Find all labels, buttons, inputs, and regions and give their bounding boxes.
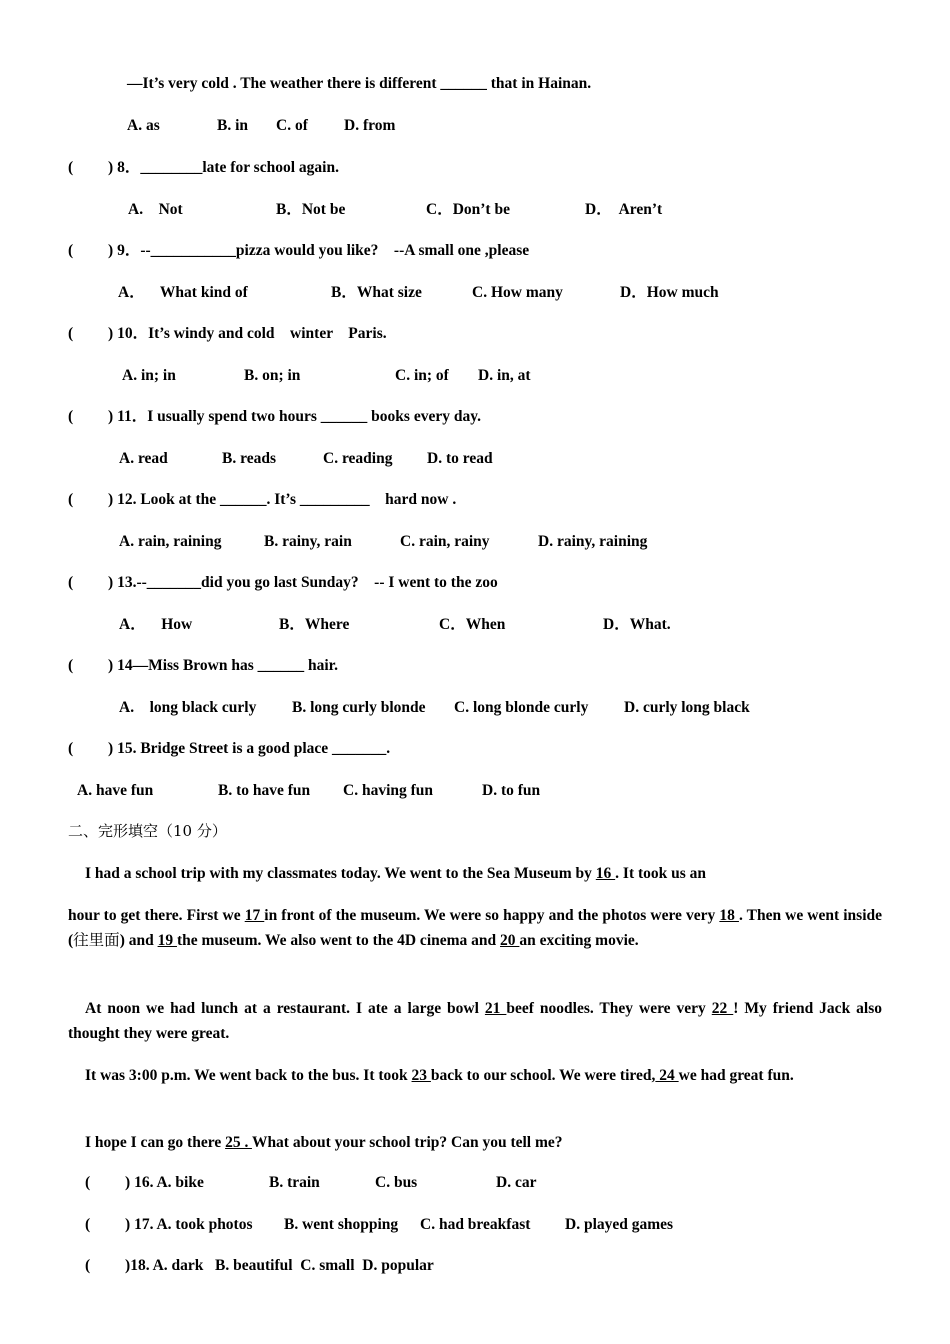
blank-17: 17 bbox=[244, 907, 265, 924]
q13-option-c: C．When bbox=[439, 616, 506, 633]
q8-option-c: C．Don’t be bbox=[426, 201, 510, 218]
q9-option-c: C. How many bbox=[472, 284, 563, 301]
q9-option-b: B．What size bbox=[331, 284, 422, 301]
q8-stem: ( ) 8．________late for school again. bbox=[68, 159, 339, 176]
cloze-paragraph-4: It was 3:00 p.m. We went back to the bus. It took 23 back to our school. We were tired, 24 we had great fun. bbox=[85, 1067, 794, 1084]
q10-stem: ( ) 10．It’s windy and cold winter Paris. bbox=[68, 325, 387, 342]
q18-stem: ( )18. A. dark B. beautiful C. small D. popular bbox=[85, 1257, 434, 1274]
q11-option-a: A. read bbox=[119, 450, 168, 467]
q14-option-c: C. long blonde curly bbox=[454, 699, 589, 716]
q7-option-b: B. in bbox=[217, 117, 249, 134]
q8-option-d: D． Aren’t bbox=[585, 201, 663, 218]
q9-stem: ( ) 9．--___________pizza would you like? --A small one ,please bbox=[68, 242, 530, 259]
q17-option-b: B. went shopping bbox=[284, 1216, 399, 1233]
q8-option-a: A. Not bbox=[128, 201, 183, 218]
blank-25: 25 . bbox=[225, 1134, 252, 1151]
q15-option-c: C. having fun bbox=[343, 782, 434, 799]
q15-option-d: D. to fun bbox=[482, 782, 541, 799]
q16-option-c: C. bus bbox=[375, 1174, 418, 1191]
q16-option-b: B. train bbox=[269, 1174, 320, 1191]
q12-option-a: A. rain, raining bbox=[119, 533, 222, 550]
cloze-paragraph-3: At noon we had lunch at a restaurant. I ate a large bowl 21 beef noodles. They were very 22 ! My friend Jack also thought they were great. bbox=[68, 1000, 883, 1042]
q16-stem: ( ) 16. A. bike bbox=[85, 1174, 204, 1191]
q11-option-b: B. reads bbox=[222, 450, 276, 467]
q12-stem: ( ) 12. Look at the ______. It’s _________ hard now . bbox=[68, 491, 457, 508]
section-title: 二、完形填空（10 分） bbox=[68, 822, 227, 840]
q13-option-b: B．Where bbox=[279, 616, 350, 633]
q15-option-b: B. to have fun bbox=[218, 782, 311, 799]
q12-option-d: D. rainy, raining bbox=[538, 533, 648, 550]
blank-24: 24 bbox=[655, 1067, 679, 1084]
q10-option-b: B. on; in bbox=[244, 367, 301, 384]
q15-option-a: A. have fun bbox=[77, 782, 154, 799]
q11-option-c: C. reading bbox=[323, 450, 393, 467]
q17-option-c: C. had breakfast bbox=[420, 1216, 531, 1233]
q12-option-c: C. rain, rainy bbox=[400, 533, 490, 550]
q10-option-a: A. in; in bbox=[122, 367, 176, 384]
blank-18: 18 bbox=[719, 907, 739, 924]
q13-stem: ( ) 13.--_______did you go last Sunday? -- I went to the zoo bbox=[68, 574, 498, 591]
q11-stem: ( ) 11．I usually spend two hours ______ books every day. bbox=[68, 408, 481, 425]
q14-stem: ( ) 14—Miss Brown has ______ hair. bbox=[68, 657, 338, 674]
q7-option-a: A. as bbox=[127, 117, 160, 134]
q9-option-a: A． What kind of bbox=[118, 284, 248, 301]
q13-option-a: A． How bbox=[119, 616, 193, 633]
cloze-paragraph-2: hour to get there. First we 17 in front of the museum. We were so happy and the photos were very 18 . Then we went inside (往里面) and 19 the museum. We also went to the 4D cinema and 20 an exciting movie. bbox=[68, 907, 882, 949]
cloze-paragraph-1: I had a school trip with my classmates today. We went to the Sea Museum by 16 . It took us an bbox=[85, 865, 707, 882]
q7-option-d: D. from bbox=[344, 117, 396, 134]
cloze-paragraph-5: I hope I can go there 25 . What about your school trip? Can you tell me? bbox=[85, 1134, 563, 1151]
q12-option-b: B. rainy, rain bbox=[264, 533, 352, 550]
blank-22: 22 bbox=[711, 1000, 734, 1017]
q10-option-c: C. in; of bbox=[395, 367, 449, 384]
q13-option-d: D．What. bbox=[603, 616, 671, 633]
q8-option-b: B．Not be bbox=[276, 201, 346, 218]
q7-option-c: C. of bbox=[276, 117, 308, 134]
blank-21: 21 bbox=[484, 1000, 507, 1017]
q17-stem: ( ) 17. A. took photos bbox=[85, 1216, 253, 1233]
q10-option-d: D. in, at bbox=[478, 367, 531, 384]
blank-23: 23 bbox=[411, 1067, 431, 1084]
q15-stem: ( ) 15. Bridge Street is a good place _______. bbox=[68, 740, 391, 757]
blank-20: 20 bbox=[500, 932, 520, 949]
q14-option-b: B. long curly blonde bbox=[292, 699, 426, 716]
q7-response: —It’s very cold . The weather there is different ______ that in Hainan. bbox=[127, 75, 592, 92]
q17-option-d: D. played games bbox=[565, 1216, 674, 1233]
blank-16: 16 bbox=[595, 865, 616, 882]
q14-option-d: D. curly long black bbox=[624, 699, 750, 716]
q11-option-d: D. to read bbox=[427, 450, 493, 467]
q14-option-a: A. long black curly bbox=[119, 699, 257, 716]
blank-19: 19 bbox=[157, 932, 177, 949]
q9-option-d: D．How much bbox=[620, 284, 719, 301]
q16-option-d: D. car bbox=[496, 1174, 537, 1191]
